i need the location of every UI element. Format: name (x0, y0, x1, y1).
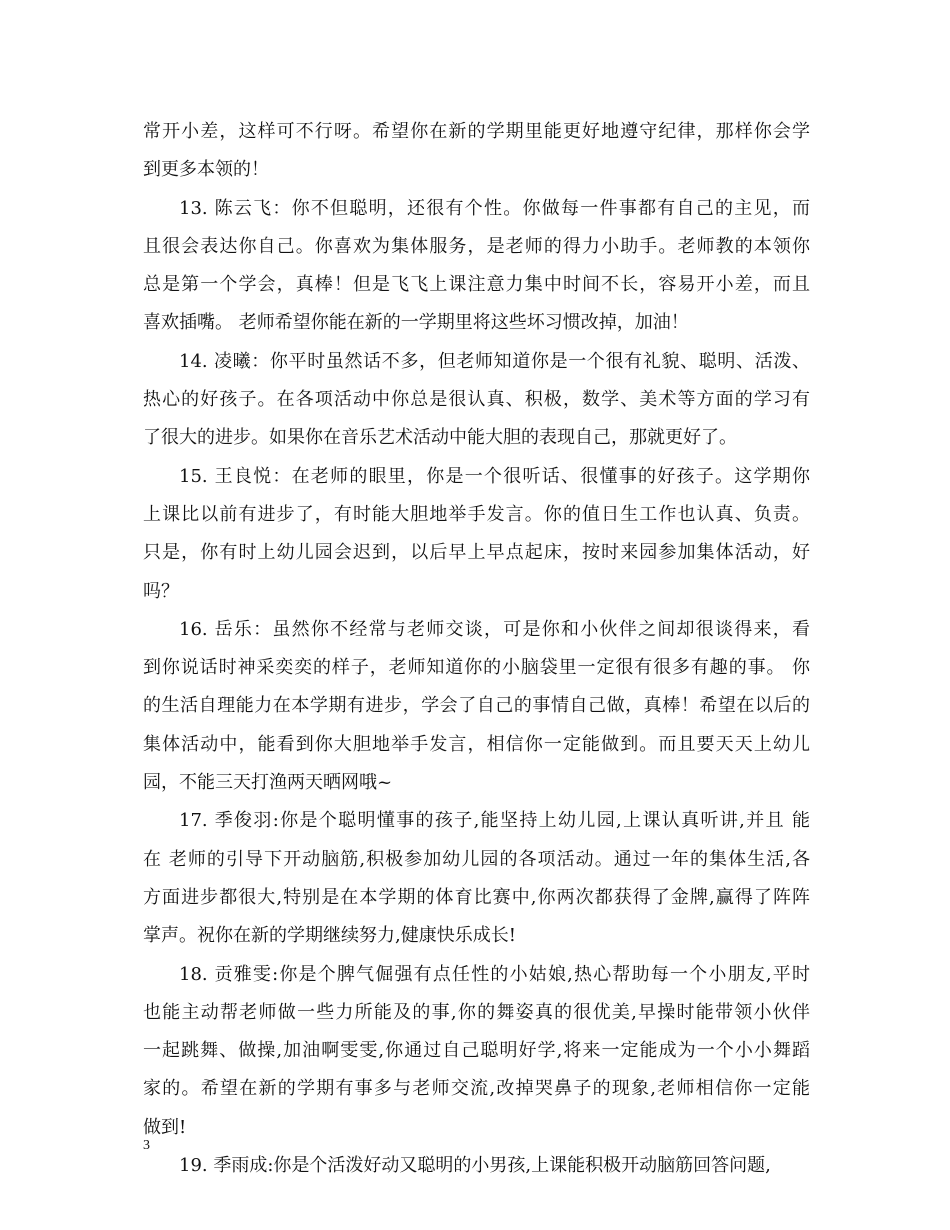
text-line: 只是，你有时上幼儿园会迟到，以后早上早点起床，按时来园参加集体活动，好 (143, 542, 810, 564)
text-line: 18. 贡雅雯:你是个脾气倔强有点任性的小姑娘,热心帮助每一个小朋友,平时 (179, 963, 810, 985)
text-line: 也能主动帮老师做一些力所能及的事,你的舞姿真的很优美,早操时能带领小伙伴 (143, 1001, 810, 1023)
page-number: 3 (143, 1138, 150, 1153)
text-line: 上课比以前有进步了，有时能大胆地举手发言。你的值日生工作也认真、负责。 (143, 503, 810, 525)
text-line: 园，不能三天打渔两天晒网哦~ (143, 772, 393, 794)
text-line: 吗？ (143, 580, 179, 602)
text-line: 17. 季俊羽:你是个聪明懂事的孩子,能坚持上幼儿园,上课认真听讲,并且 能 (179, 810, 810, 832)
text-line: 了很大的进步。如果你在音乐艺术活动中能大胆的表现自己，那就更好了。 (143, 427, 737, 449)
text-line: 16. 岳乐：虽然你不经常与老师交谈，可是你和小伙伴之间却很谈得来，看 (179, 618, 810, 640)
text-line: 13. 陈云飞：你不但聪明，还很有个性。你做每一件事都有自己的主见，而 (179, 197, 810, 219)
text-line: 掌声。祝你在新的学期继续努力,健康快乐成长! (143, 925, 516, 947)
text-line: 19. 季雨成:你是个活泼好动又聪明的小男孩,上课能积极开动脑筋回答问题, (179, 1155, 771, 1177)
text-line: 热心的好孩子。在各项活动中你总是很认真、积极，数学、美术等方面的学习有 (143, 389, 810, 411)
text-line: 在 老师的引导下开动脑筋,积极参加幼儿园的各项活动。通过一年的集体生活,各 (143, 848, 810, 870)
text-line: 到你说话时神采奕奕的样子，老师知道你的小脑袋里一定很有很多有趣的事。 你 (143, 657, 810, 679)
text-line: 做到! (143, 1116, 187, 1138)
text-line: 家的。希望在新的学期有事多与老师交流,改掉哭鼻子的现象,老师相信你一定能 (143, 1078, 810, 1100)
text-line: 集体活动中，能看到你大胆地举手发言，相信你一定能做到。而且要天天上幼儿 (143, 733, 810, 755)
text-line: 一起跳舞、做操,加油啊雯雯,你通过自己聪明好学,将来一定能成为一个小小舞蹈 (143, 1040, 810, 1062)
text-line: 喜欢插嘴。 老师希望你能在新的一学期里将这些坏习惯改掉，加油！ (143, 312, 689, 334)
text-line: 15. 王良悦：在老师的眼里，你是一个很听话、很懂事的好孩子。这学期你 (179, 465, 810, 487)
text-line: 常开小差，这样可不行呀。希望你在新的学期里能更好地遵守纪律，那样你会学 (143, 121, 810, 142)
text-line: 14. 凌曦：你平时虽然话不多，但老师知道你是一个很有礼貌、聪明、活泼、 (179, 350, 810, 372)
text-line: 方面进步都很大,特别是在本学期的体育比赛中,你两次都获得了金牌,赢得了阵阵 (143, 886, 810, 908)
text-line: 到更多本领的！ (143, 159, 269, 181)
text-line: 的生活自理能力在本学期有进步，学会了自己的事情自己做，真棒！希望在以后的 (143, 695, 810, 717)
text-line: 总是第一个学会，真棒！但是飞飞上课注意力集中时间不长，容易开小差，而且 (143, 274, 810, 296)
body-text (143, 113, 810, 1185)
text-line: 且很会表达你自己。你喜欢为集体服务，是老师的得力小助手。老师教的本领你 (143, 235, 810, 257)
